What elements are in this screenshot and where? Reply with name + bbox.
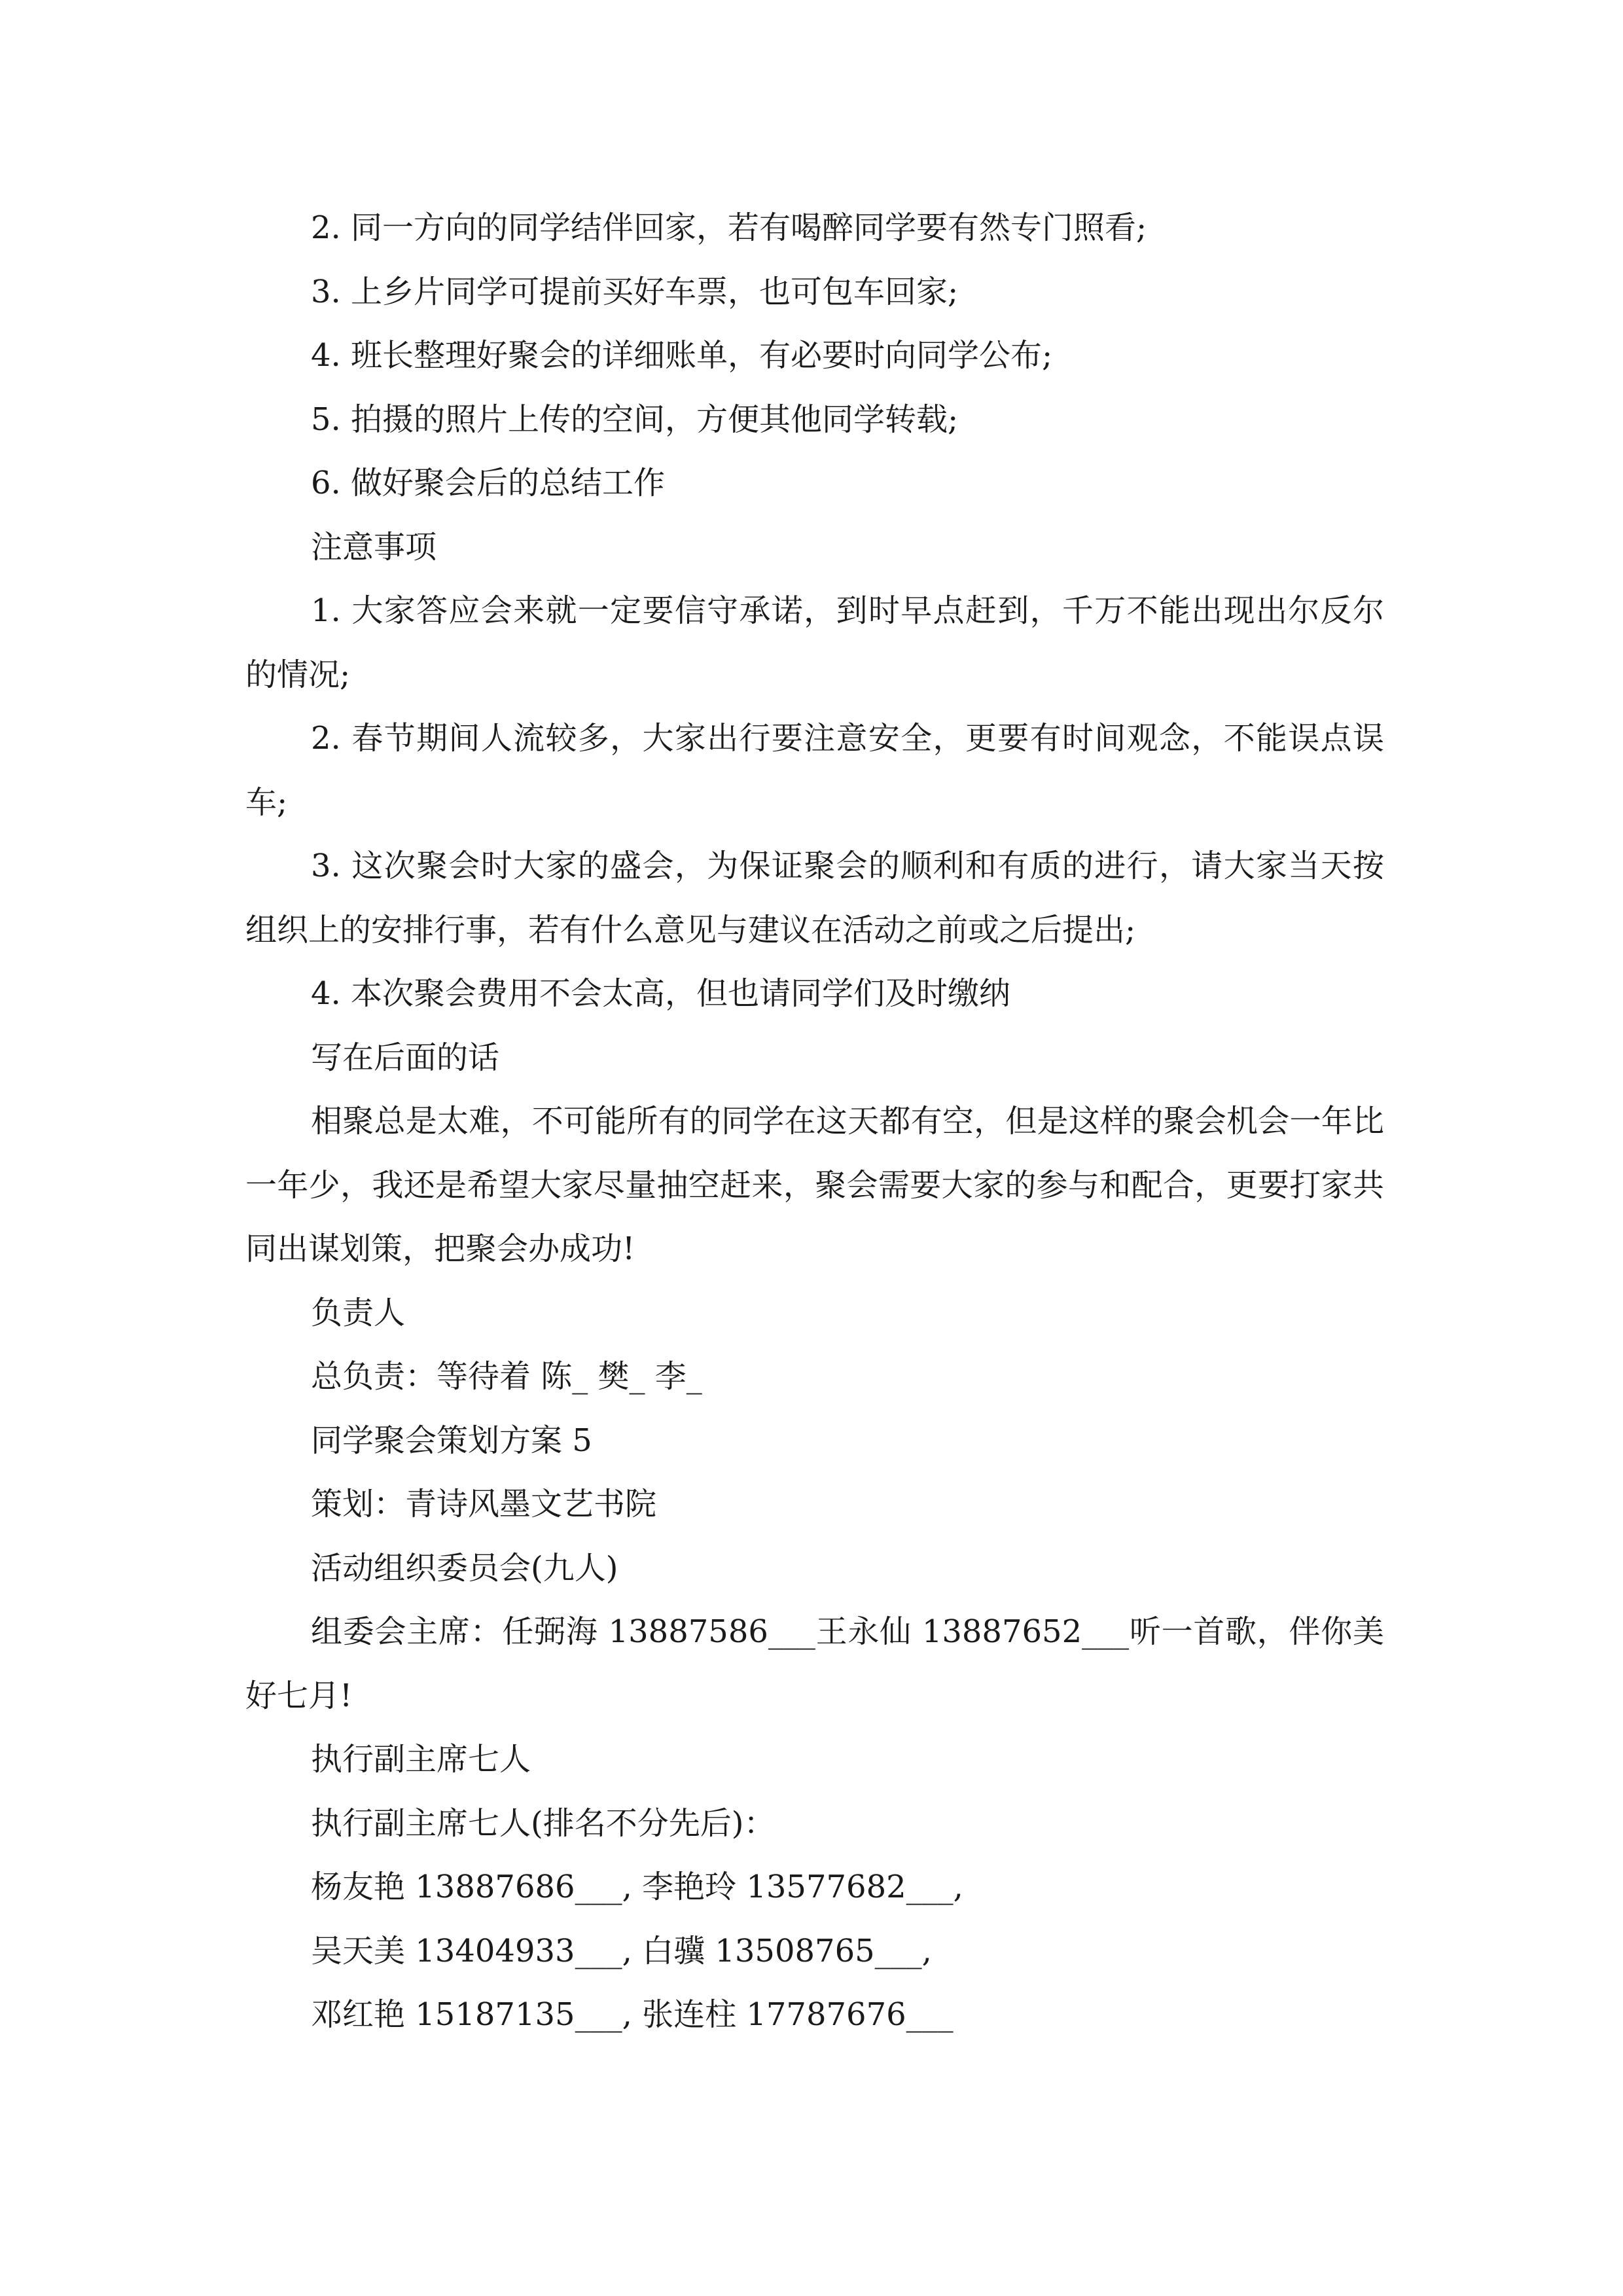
list-item: 2. 同一方向的同学结伴回家，若有喝醉同学要有然专门照看; xyxy=(311,209,1147,246)
list-item: 3. 这次聚会时大家的盛会，为保证聚会的顺利和有质的进行，请大家当天按组织上的安排行事，若有什么意见与建议在活动之前或之后提出; xyxy=(245,848,1384,948)
paragraph: 活动组织委员会(九人) xyxy=(311,1549,618,1587)
section-heading: 注意事项 xyxy=(311,528,437,565)
contact-line: 邓红艳 15187135___, 张连柱 17787676___ xyxy=(311,1996,954,2033)
document-body xyxy=(245,196,1384,2047)
paragraph: 策划：青诗风墨文艺书院 xyxy=(311,1486,657,1522)
list-item: 4. 班长整理好聚会的详细账单，有必要时向同学公布; xyxy=(311,337,1053,374)
list-item: 3. 上乡片同学可提前买好车票，也可包车回家; xyxy=(311,273,959,310)
section-heading: 负责人 xyxy=(311,1294,406,1331)
paragraph: 执行副主席七人(排名不分先后)： xyxy=(311,1804,776,1842)
section-heading: 写在后面的话 xyxy=(311,1039,500,1076)
list-item: 2. 春节期间人流较多，大家出行要注意安全，更要有时间观念，不能误点误车; xyxy=(245,720,1384,821)
list-item: 1. 大家答应会来就一定要信守承诺，到时早点赶到，千万不能出现出尔反尔的情况; xyxy=(245,592,1384,693)
list-item: 6. 做好聚会后的总结工作 xyxy=(311,465,666,501)
paragraph: 执行副主席七人 xyxy=(311,1741,531,1778)
paragraph: 相聚总是太难，不可能所有的同学在这天都有空，但是这样的聚会机会一年比一年少，我还是希望大家尽量抽空赶来，聚会需要大家的参与和配合，更要打家共同出谋划策，把聚会办成功! xyxy=(245,1103,1384,1267)
paragraph: 组委会主席：任弼海 13887586___王永仙 13887652___听一首歌，伴你美好七月! xyxy=(245,1613,1384,1714)
paragraph: 总负责：等待着 陈_ 樊_ 李_ xyxy=(311,1358,702,1395)
document-title: 同学聚会策划方案 5 xyxy=(311,1422,592,1459)
list-item: 5. 拍摄的照片上传的空间，方便其他同学转载; xyxy=(311,401,959,438)
contact-line: 杨友艳 13887686___, 李艳玲 13577682___, xyxy=(311,1869,963,1905)
contact-line: 吴天美 13404933___, 白骥 13508765___, xyxy=(311,1932,932,1969)
list-item: 4. 本次聚会费用不会太高，但也请同学们及时缴纳 xyxy=(311,975,1011,1012)
